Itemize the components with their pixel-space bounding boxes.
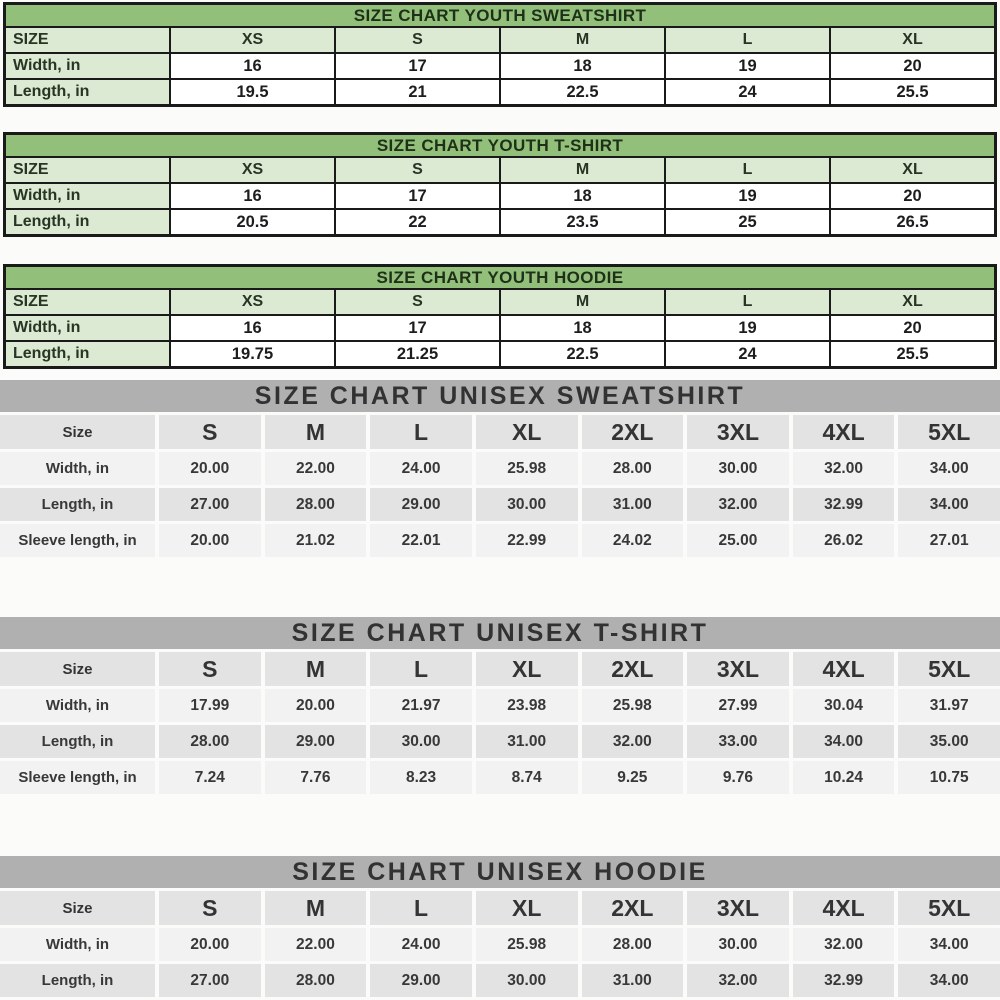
unisex-size-grid xyxy=(0,891,1000,997)
value-cell: 25.98 xyxy=(582,689,684,722)
value-cell: 9.76 xyxy=(687,761,789,794)
value-cell: 10.24 xyxy=(793,761,895,794)
value-cell: 17.99 xyxy=(159,689,261,722)
size-chart-unisex-hoodie xyxy=(0,856,1000,997)
value-cell: 22.00 xyxy=(265,452,367,485)
value-cell: 17 xyxy=(336,54,499,78)
value-cell: 32.99 xyxy=(793,964,895,997)
value-cell: 31.97 xyxy=(898,689,1000,722)
unisex-size-table xyxy=(0,856,1000,997)
column-header-cell: M xyxy=(265,652,367,686)
column-header-cell: 5XL xyxy=(898,891,1000,925)
column-header-cell: 2XL xyxy=(582,415,684,449)
youth-size-table xyxy=(3,2,997,107)
value-cell: 23.5 xyxy=(501,210,664,234)
unisex-size-grid xyxy=(0,652,1000,794)
column-header-cell: S xyxy=(159,415,261,449)
youth-size-table xyxy=(3,264,997,369)
value-cell: 21 xyxy=(336,80,499,104)
spacer xyxy=(0,369,1000,380)
size-column-header: SIZE xyxy=(6,290,169,314)
value-cell: 20.00 xyxy=(159,452,261,485)
value-cell: 23.98 xyxy=(476,689,578,722)
row-label-cell: Length, in xyxy=(6,342,169,366)
column-header-cell: M xyxy=(265,415,367,449)
value-cell: 16 xyxy=(171,184,334,208)
column-header-cell: S xyxy=(159,891,261,925)
spacer xyxy=(0,794,1000,856)
column-header-cell: M xyxy=(265,891,367,925)
size-chart-youth-sweatshirt xyxy=(0,2,1000,107)
unisex-size-table xyxy=(0,380,1000,557)
value-cell: 27.00 xyxy=(159,488,261,521)
size-column-header: SIZE xyxy=(6,28,169,52)
column-header-cell: S xyxy=(336,28,499,52)
value-cell: 31.00 xyxy=(476,725,578,758)
value-cell: 34.00 xyxy=(898,452,1000,485)
value-cell: 7.76 xyxy=(265,761,367,794)
column-header-cell: S xyxy=(336,158,499,182)
value-cell: 30.00 xyxy=(476,964,578,997)
row-label-cell: Width, in xyxy=(0,689,155,722)
value-cell: 20.5 xyxy=(171,210,334,234)
column-header-cell: 4XL xyxy=(793,891,895,925)
value-cell: 18 xyxy=(501,54,664,78)
value-cell: 27.01 xyxy=(898,524,1000,557)
value-cell: 30.00 xyxy=(476,488,578,521)
column-header-cell: 3XL xyxy=(687,415,789,449)
value-cell: 10.75 xyxy=(898,761,1000,794)
row-label-cell: Length, in xyxy=(0,964,155,997)
value-cell: 26.5 xyxy=(831,210,994,234)
value-cell: 32.99 xyxy=(793,488,895,521)
column-header-cell: L xyxy=(666,290,829,314)
column-header-cell: 3XL xyxy=(687,891,789,925)
value-cell: 32.00 xyxy=(582,725,684,758)
value-cell: 21.97 xyxy=(370,689,472,722)
value-cell: 29.00 xyxy=(370,488,472,521)
table-title: SIZE CHART YOUTH HOODIE xyxy=(6,267,994,288)
value-cell: 28.00 xyxy=(265,488,367,521)
row-label-cell: Width, in xyxy=(6,54,169,78)
value-cell: 29.00 xyxy=(265,725,367,758)
value-cell: 31.00 xyxy=(582,488,684,521)
column-header-cell: L xyxy=(370,415,472,449)
column-header-cell: XS xyxy=(171,290,334,314)
row-label-cell: Width, in xyxy=(6,184,169,208)
value-cell: 22.5 xyxy=(501,80,664,104)
value-cell: 26.02 xyxy=(793,524,895,557)
value-cell: 28.00 xyxy=(582,928,684,961)
value-cell: 8.74 xyxy=(476,761,578,794)
size-chart-youth-tshirt xyxy=(0,132,1000,237)
unisex-size-table xyxy=(0,617,1000,794)
value-cell: 8.23 xyxy=(370,761,472,794)
value-cell: 18 xyxy=(501,316,664,340)
value-cell: 27.99 xyxy=(687,689,789,722)
row-label-cell: Sleeve length, in xyxy=(0,524,155,557)
column-header-cell: XL xyxy=(831,290,994,314)
row-label-cell: Length, in xyxy=(0,488,155,521)
value-cell: 34.00 xyxy=(898,964,1000,997)
size-chart-unisex-tshirt xyxy=(0,617,1000,794)
spacer xyxy=(0,557,1000,617)
value-cell: 25.98 xyxy=(476,452,578,485)
column-header-cell: 4XL xyxy=(793,652,895,686)
value-cell: 20 xyxy=(831,54,994,78)
value-cell: 32.00 xyxy=(793,928,895,961)
table-title: SIZE CHART YOUTH SWEATSHIRT xyxy=(6,5,994,26)
value-cell: 7.24 xyxy=(159,761,261,794)
value-cell: 22.99 xyxy=(476,524,578,557)
value-cell: 20 xyxy=(831,184,994,208)
value-cell: 27.00 xyxy=(159,964,261,997)
column-header-cell: 2XL xyxy=(582,652,684,686)
value-cell: 21.25 xyxy=(336,342,499,366)
spacer xyxy=(0,237,1000,264)
value-cell: 20.00 xyxy=(159,524,261,557)
size-column-header: Size xyxy=(0,891,155,925)
row-label-cell: Width, in xyxy=(0,928,155,961)
column-header-cell: L xyxy=(370,652,472,686)
value-cell: 20.00 xyxy=(159,928,261,961)
table-title: SIZE CHART YOUTH T-SHIRT xyxy=(6,135,994,156)
value-cell: 24 xyxy=(666,80,829,104)
value-cell: 28.00 xyxy=(159,725,261,758)
value-cell: 19.5 xyxy=(171,80,334,104)
table-title: SIZE CHART UNISEX HOODIE xyxy=(0,856,1000,888)
table-title: SIZE CHART UNISEX T-SHIRT xyxy=(0,617,1000,649)
size-column-header: Size xyxy=(0,415,155,449)
row-label-cell: Width, in xyxy=(6,316,169,340)
youth-size-table xyxy=(3,132,997,237)
value-cell: 30.04 xyxy=(793,689,895,722)
row-label-cell: Length, in xyxy=(6,210,169,234)
column-header-cell: S xyxy=(159,652,261,686)
value-cell: 34.00 xyxy=(898,928,1000,961)
value-cell: 25 xyxy=(666,210,829,234)
column-header-cell: XL xyxy=(476,415,578,449)
value-cell: 16 xyxy=(171,316,334,340)
value-cell: 34.00 xyxy=(793,725,895,758)
value-cell: 30.00 xyxy=(687,928,789,961)
column-header-cell: XS xyxy=(171,158,334,182)
spacer xyxy=(0,107,1000,132)
column-header-cell: M xyxy=(501,290,664,314)
column-header-cell: 5XL xyxy=(898,415,1000,449)
value-cell: 19 xyxy=(666,54,829,78)
value-cell: 19 xyxy=(666,316,829,340)
value-cell: 32.00 xyxy=(793,452,895,485)
row-label-cell: Sleeve length, in xyxy=(0,761,155,794)
value-cell: 22.00 xyxy=(265,928,367,961)
column-header-cell: M xyxy=(501,158,664,182)
value-cell: 25.00 xyxy=(687,524,789,557)
table-title: SIZE CHART UNISEX SWEATSHIRT xyxy=(0,380,1000,412)
value-cell: 25.5 xyxy=(831,80,994,104)
value-cell: 28.00 xyxy=(582,452,684,485)
value-cell: 18 xyxy=(501,184,664,208)
column-header-cell: L xyxy=(370,891,472,925)
value-cell: 9.25 xyxy=(582,761,684,794)
value-cell: 30.00 xyxy=(687,452,789,485)
value-cell: 22.01 xyxy=(370,524,472,557)
unisex-size-grid xyxy=(0,415,1000,557)
value-cell: 25.5 xyxy=(831,342,994,366)
value-cell: 24.02 xyxy=(582,524,684,557)
value-cell: 28.00 xyxy=(265,964,367,997)
row-label-cell: Length, in xyxy=(6,80,169,104)
value-cell: 21.02 xyxy=(265,524,367,557)
value-cell: 19.75 xyxy=(171,342,334,366)
column-header-cell: 5XL xyxy=(898,652,1000,686)
value-cell: 34.00 xyxy=(898,488,1000,521)
value-cell: 30.00 xyxy=(370,725,472,758)
column-header-cell: S xyxy=(336,290,499,314)
column-header-cell: 3XL xyxy=(687,652,789,686)
value-cell: 20.00 xyxy=(265,689,367,722)
value-cell: 25.98 xyxy=(476,928,578,961)
value-cell: 22.5 xyxy=(501,342,664,366)
row-label-cell: Width, in xyxy=(0,452,155,485)
value-cell: 33.00 xyxy=(687,725,789,758)
column-header-cell: XS xyxy=(171,28,334,52)
size-column-header: Size xyxy=(0,652,155,686)
column-header-cell: XL xyxy=(831,158,994,182)
column-header-cell: XL xyxy=(476,891,578,925)
value-cell: 19 xyxy=(666,184,829,208)
value-cell: 17 xyxy=(336,184,499,208)
column-header-cell: M xyxy=(501,28,664,52)
column-header-cell: 4XL xyxy=(793,415,895,449)
value-cell: 32.00 xyxy=(687,964,789,997)
column-header-cell: XL xyxy=(476,652,578,686)
value-cell: 32.00 xyxy=(687,488,789,521)
value-cell: 35.00 xyxy=(898,725,1000,758)
row-label-cell: Length, in xyxy=(0,725,155,758)
value-cell: 24.00 xyxy=(370,928,472,961)
value-cell: 20 xyxy=(831,316,994,340)
value-cell: 24 xyxy=(666,342,829,366)
size-column-header: SIZE xyxy=(6,158,169,182)
size-chart-unisex-sweatshirt xyxy=(0,380,1000,557)
value-cell: 24.00 xyxy=(370,452,472,485)
value-cell: 31.00 xyxy=(582,964,684,997)
value-cell: 29.00 xyxy=(370,964,472,997)
size-chart-youth-hoodie xyxy=(0,264,1000,369)
column-header-cell: L xyxy=(666,28,829,52)
column-header-cell: L xyxy=(666,158,829,182)
column-header-cell: XL xyxy=(831,28,994,52)
value-cell: 17 xyxy=(336,316,499,340)
value-cell: 16 xyxy=(171,54,334,78)
value-cell: 22 xyxy=(336,210,499,234)
column-header-cell: 2XL xyxy=(582,891,684,925)
